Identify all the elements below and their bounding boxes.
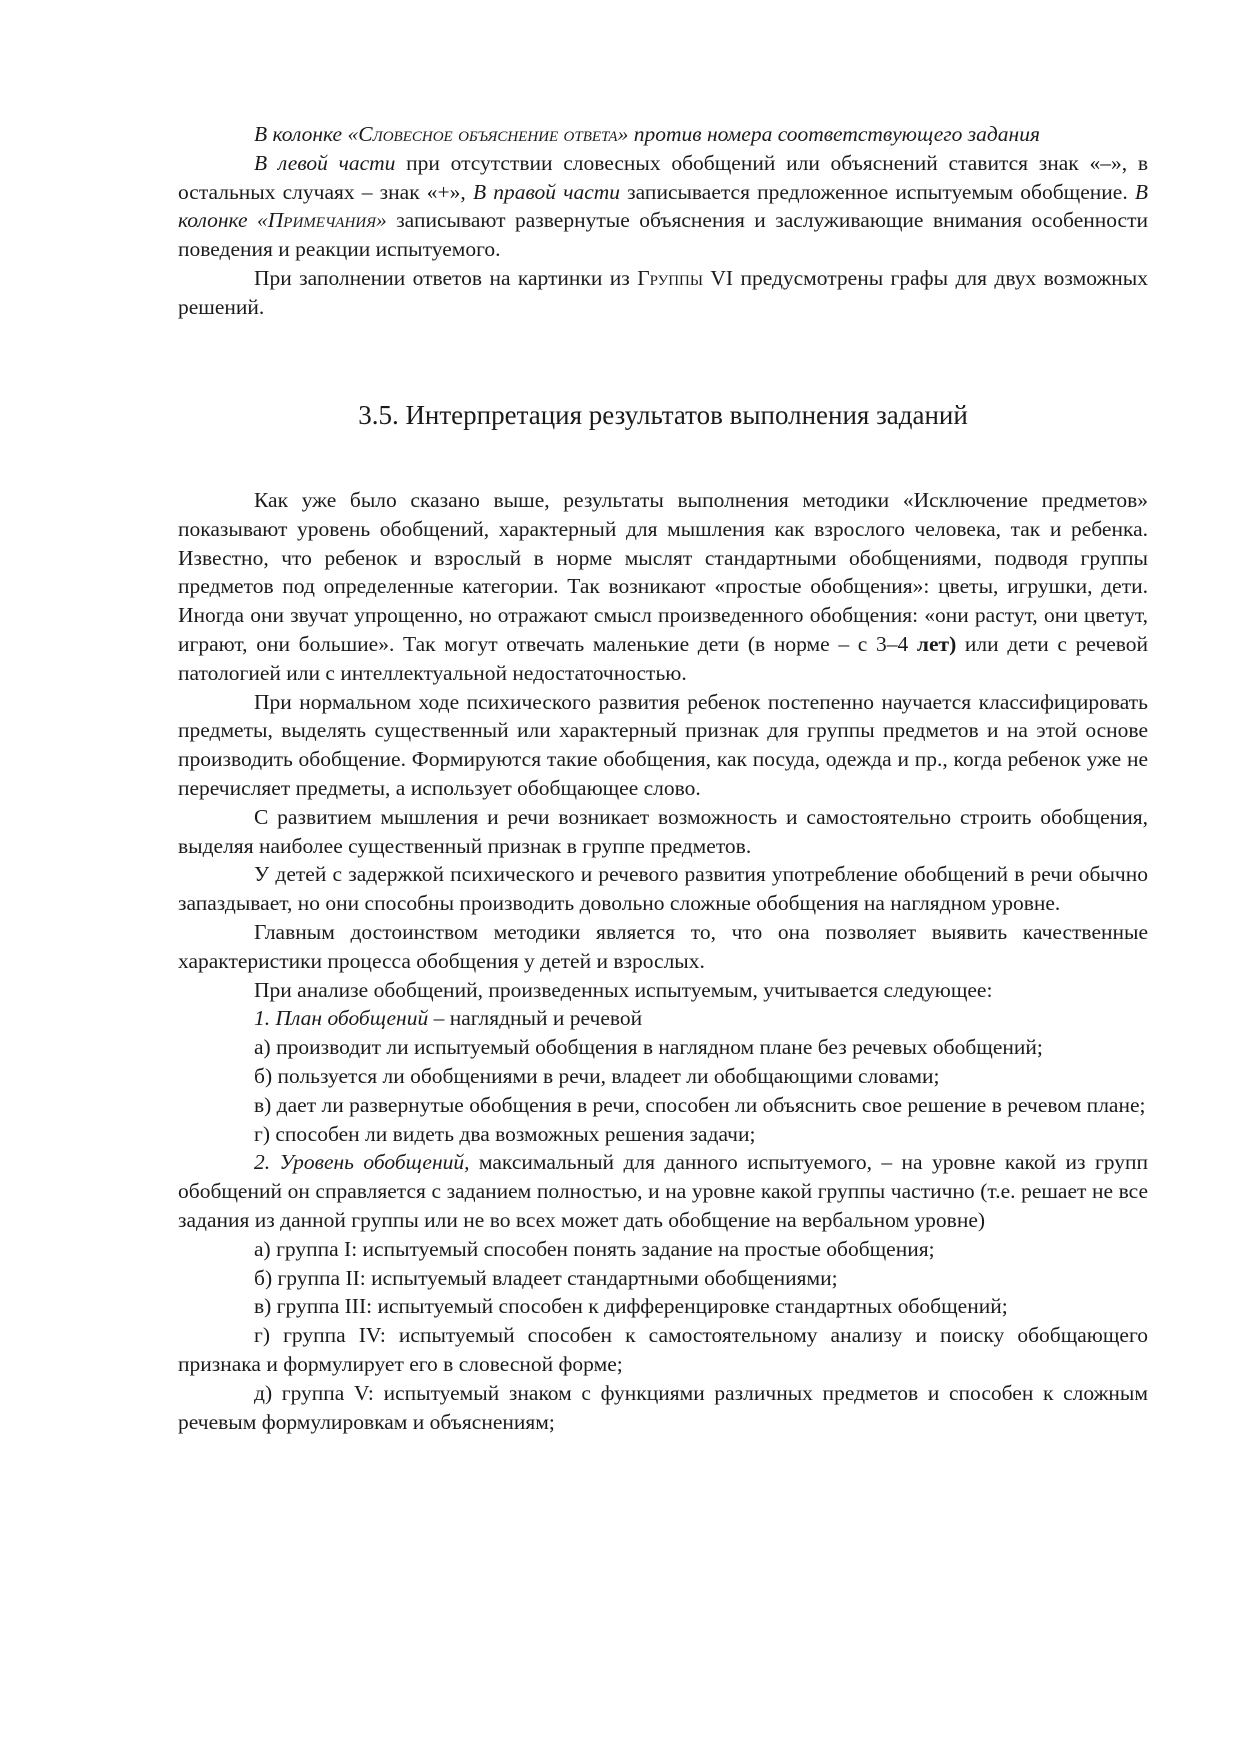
paragraph: У детей с задержкой психического и речевого развития употребление обобщений в речи обычно запаздывает, но они способны производить довольно сложные обобщения на наглядном уровне. — [178, 862, 1148, 916]
paragraph: 1. План обобщений – наглядный и речевой — [254, 1006, 643, 1031]
list-item: г) группа IV: испытуемый способен к самостоятельному анализу и поиску обобщающего признака и формулирует его в словесной форме; — [178, 1323, 1148, 1376]
paragraph: При заполнении ответов на картинки из Группы VI предусмотрены графы для двух возможных решений. — [178, 265, 1148, 319]
section-title: 3.5. Интерпретация результатов выполнения заданий — [358, 400, 968, 430]
paragraph: Как уже было сказано выше, результаты выполнения методики «Исключение предметов» показывают уровень обобщений, характерный для мышления как взрослого человека, так и ребенка. Известно, что ребенок и взрослый в норме мыслят стандартными обобщениями, подводя группы предметов под определенные категории. Так возникают «простые обобщения»: цветы, игрушки, дети. Иногда они звучат упрощенно, но отражают смысл произведенного обобщения: «они растут, они цветут, играют, они большие». Так могут отвечать маленькие дети (в норме – с 3–4 лет) или дети с речевой патологией или с интеллектуальной недостаточностью. — [178, 488, 1148, 685]
list-item: г) способен ли видеть два возможных решения задачи; — [254, 1121, 756, 1146]
paragraph: Главным достоинством методики является то, что она позволяет выявить качественные характеристики процесса обобщения у детей и взрослых. — [178, 919, 1148, 973]
list-item: д) группа V: испытуемый знаком с функциями различных предметов и способен к сложным речевым формулировкам и объяснениям; — [178, 1380, 1148, 1434]
paragraph: При анализе обобщений, произведенных испытуемым, учитывается следующее: — [254, 977, 993, 1002]
list-item: б) группа II: испытуемый владеет стандартными обобщениями; — [254, 1265, 838, 1290]
list-item: б) пользуется ли обобщениями в речи, владеет ли обобщающими словами; — [254, 1063, 940, 1088]
paragraph: При нормальном ходе психического развития ребенок постепенно научается классифицировать предметы, выделять существенный или характерный признак для группы предметов и на этой основе производить обобщение. Формируются такие обобщения, как посуда, одежда и пр., когда ребенок уже не перечисляет предметы, а использует обобщающее слово. — [178, 689, 1148, 800]
list-item: а) производит ли испытуемый обобщения в наглядном плане без речевых обобщений; — [254, 1035, 1043, 1060]
paragraph: В левой части при отсутствии словесных обобщений или объяснений ставится знак «–», в остальных случаях – знак «+», В правой части записывается предложенное испытуемым обобщение. В колонке «Примечания» записывают развернутые объяснения и заслуживающие внимания особенности поведения и реакции испытуемого. — [178, 150, 1148, 262]
paragraph: В колонке «Словесное объяснение ответа» против номера соответствующего задания — [254, 122, 1040, 146]
list-item: в) дает ли развернутые обобщения в речи, способен ли объяснить свое решение в речевом плане; — [254, 1092, 1146, 1117]
list-item: а) группа I: испытуемый способен понять задание на простые обобщения; — [254, 1236, 935, 1261]
body-text — [178, 486, 1148, 1436]
list-item: в) группа III: испытуемый способен к дифференцировке стандартных обобщений; — [254, 1294, 1008, 1319]
paragraph: С развитием мышления и речи возникает возможность и самостоятельно строить обобщения, выделяя наиболее существенный признак в группе предметов. — [178, 804, 1148, 858]
paragraph: 2. Уровень обобщений, максимальный для данного испытуемого, – на уровне какой из групп обобщений он справляется с заданием полностью, и на уровне какой группы частично (т.е. решает не все задания из данной группы или не во всех может дать обобщение на вербальном уровне) — [178, 1150, 1148, 1232]
intro-text — [178, 120, 1148, 322]
